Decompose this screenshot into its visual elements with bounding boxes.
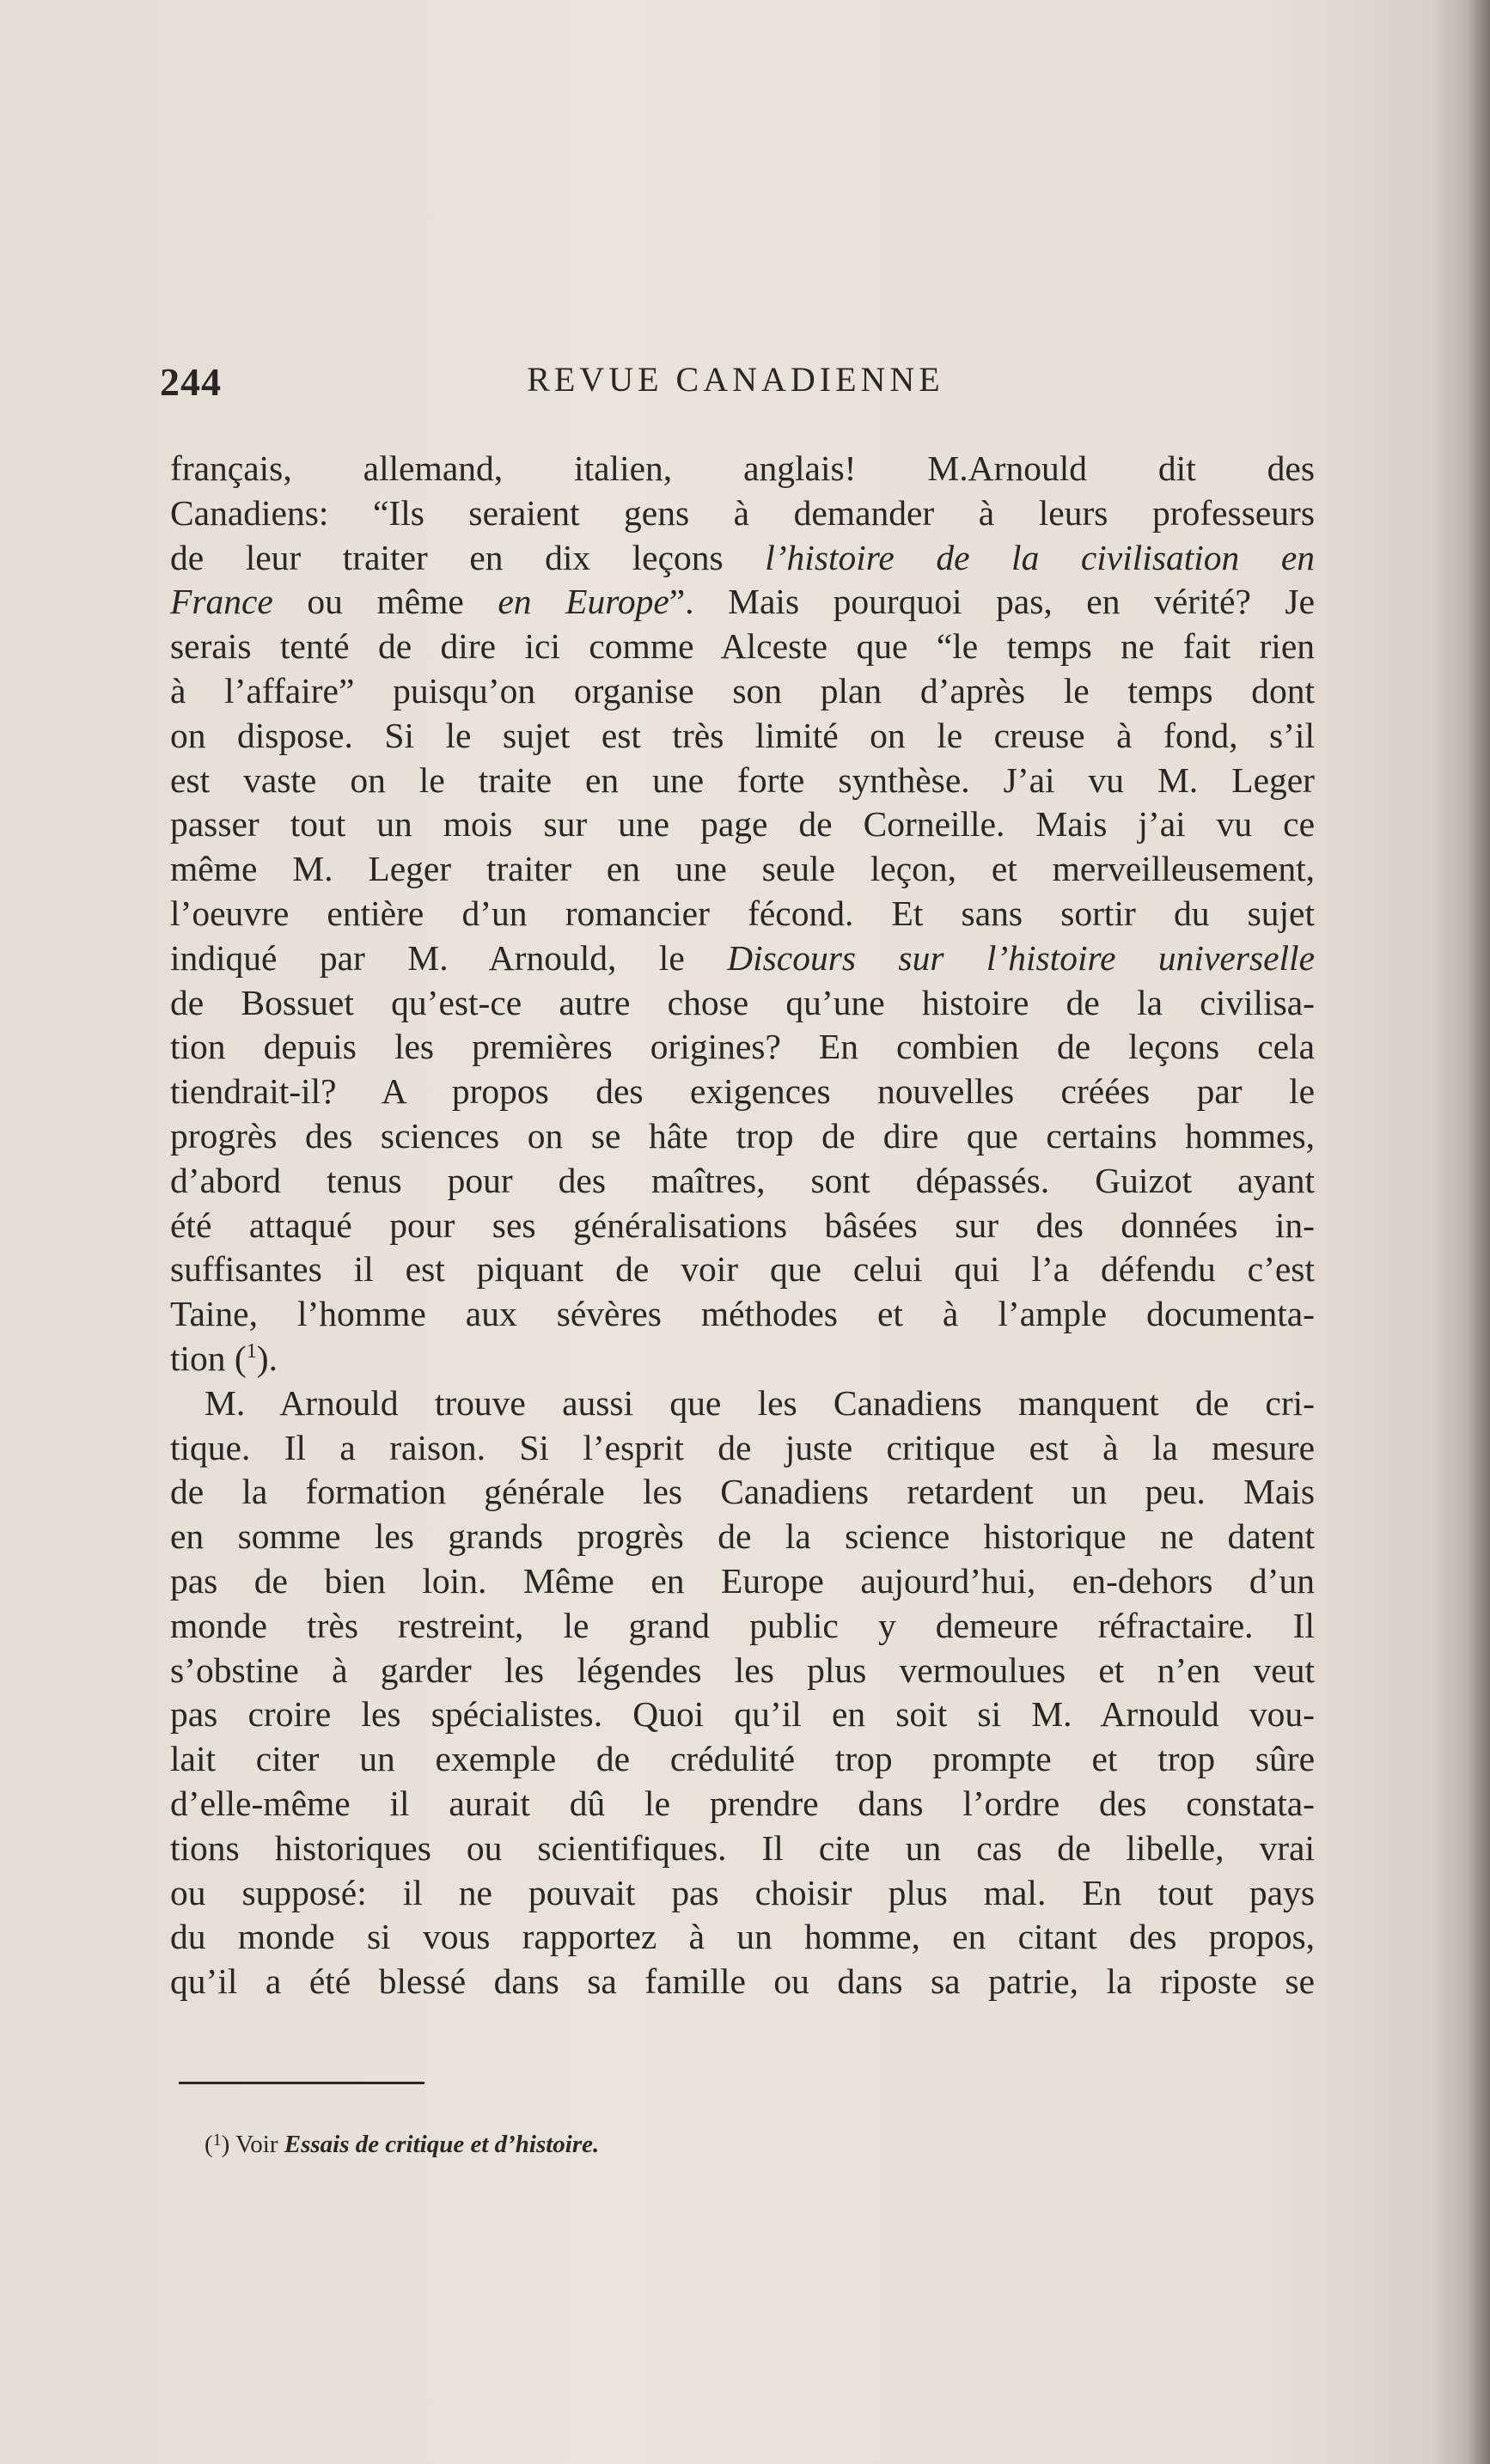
page-edge-shadow <box>1468 0 1490 2464</box>
line-segment: tion ( <box>170 1338 247 1378</box>
footnote-mark: 1 <box>212 2131 222 2150</box>
text-line <box>170 1337 1315 1381</box>
line-segment: ”. Mais pourquoi pas, en vérité? Je <box>669 582 1315 622</box>
text-line: Taine, l’homme aux sévères méthodes et à l’ample documenta- <box>170 1294 1315 1334</box>
text-line: serais tenté de dire ici comme Alceste que “le temps ne fait rien <box>170 626 1315 667</box>
footnote-reference[interactable]: 1 <box>246 1340 257 1363</box>
text-line: été attaqué pour ses généralisations bâsées sur des données in- <box>170 1205 1315 1245</box>
page-number: 244 <box>160 360 222 404</box>
text-line: pas de bien loin. Même en Europe aujourd’hui, en-dehors d’un <box>170 1560 1315 1601</box>
text-line: lait citer un exemple de crédulité trop prompte et trop sûre <box>170 1739 1315 1779</box>
running-title: REVUE CANADIENNE <box>527 360 944 399</box>
text-line: monde très restreint, le grand public y demeure réfractaire. Il <box>170 1605 1315 1645</box>
text-line: qu’il a été blessé dans sa famille ou dans sa patrie, la riposte se <box>170 1961 1315 2002</box>
line-segment: de leur traiter en dix leçons <box>170 537 766 577</box>
footnote: ($^1$) Voir Essais de critique et d’histoire. <box>205 2131 600 2158</box>
text-line <box>170 580 1315 625</box>
text-line: en somme les grands progrès de la science historique ne datent <box>170 1516 1315 1557</box>
italic-title: en Europe <box>498 582 669 622</box>
italic-title: l’histoire de la civilisation en <box>765 537 1315 577</box>
text-line: tique. Il a raison. Si l’esprit de juste critique est à la mesure <box>170 1427 1315 1467</box>
footnote-title: Essais de critique et d’histoire. <box>284 2131 600 2158</box>
text-line: à l’affaire” puisqu’on organise son plan d’après le temps dont <box>170 670 1315 711</box>
line-segment: ). <box>256 1338 278 1378</box>
italic-title: Discours sur l’histoire universelle <box>727 937 1315 978</box>
text-line <box>170 536 1315 581</box>
page-header <box>160 359 1311 411</box>
text-line: pas croire les spécialistes. Quoi qu’il en soit si M. Arnould vou- <box>170 1694 1315 1735</box>
text-line: du monde si vous rapportez à un homme, en citant des propos, <box>170 1917 1315 1957</box>
text-line: passer tout un mois sur une page de Corneille. Mais j’ai vu ce <box>170 804 1315 845</box>
italic-title: France <box>170 582 273 622</box>
text-line: de la formation générale les Canadiens retardent un peu. Mais <box>170 1472 1315 1512</box>
footnote-prefix: Voir <box>235 2131 284 2158</box>
text-line: M. Arnould trouve aussi que les Canadiens manquent de cri- <box>205 1382 1315 1423</box>
text-line: tiendrait-il? A propos des exigences nouvelles créées par le <box>170 1071 1315 1112</box>
text-line: de Bossuet qu’est-ce autre chose qu’une histoire de la civilisa- <box>170 982 1315 1022</box>
text-line: progrès des sciences on se hâte trop de dire que certains hommes, <box>170 1115 1315 1156</box>
line-segment: indiqué par M. Arnould, le <box>170 937 728 978</box>
text-line: tion depuis les premières origines? En combien de leçons cela <box>170 1027 1315 1067</box>
text-line: même M. Leger traiter en une seule leçon, et merveilleusement, <box>170 849 1315 889</box>
body-text <box>170 447 1315 2004</box>
line-segment: ou même <box>272 582 498 622</box>
text-line: d’abord tenus pour des maîtres, sont dépassés. Guizot ayant <box>170 1160 1315 1200</box>
text-line: tions historiques ou scientifiques. Il cite un cas de libelle, vrai <box>170 1827 1315 1868</box>
text-line: suffisantes il est piquant de voir que celui qui l’a défendu c’est <box>170 1249 1315 1290</box>
text-line: français, allemand, italien, anglais! M.Arnould dit des <box>170 448 1315 488</box>
text-line: est vaste on le traite en une forte synthèse. J’ai vu M. Leger <box>170 759 1315 800</box>
footnote-divider <box>179 2082 424 2084</box>
text-line: Canadiens: “Ils seraient gens à demander à leurs professeurs <box>170 492 1315 533</box>
text-line: ou supposé: il ne pouvait pas choisir plus mal. En tout pays <box>170 1872 1315 1912</box>
text-line <box>170 936 1315 981</box>
text-line: l’oeuvre entière d’un romancier fécond. Et sans sortir du sujet <box>170 893 1315 933</box>
text-line: on dispose. Si le sujet est très limité on le creuse à fond, s’il <box>170 715 1315 755</box>
text-line: s’obstine à garder les légendes les plus vermoulues et n’en veut <box>170 1650 1315 1690</box>
text-line: d’elle-même il aurait dû le prendre dans l’ordre des constata- <box>170 1783 1315 1823</box>
